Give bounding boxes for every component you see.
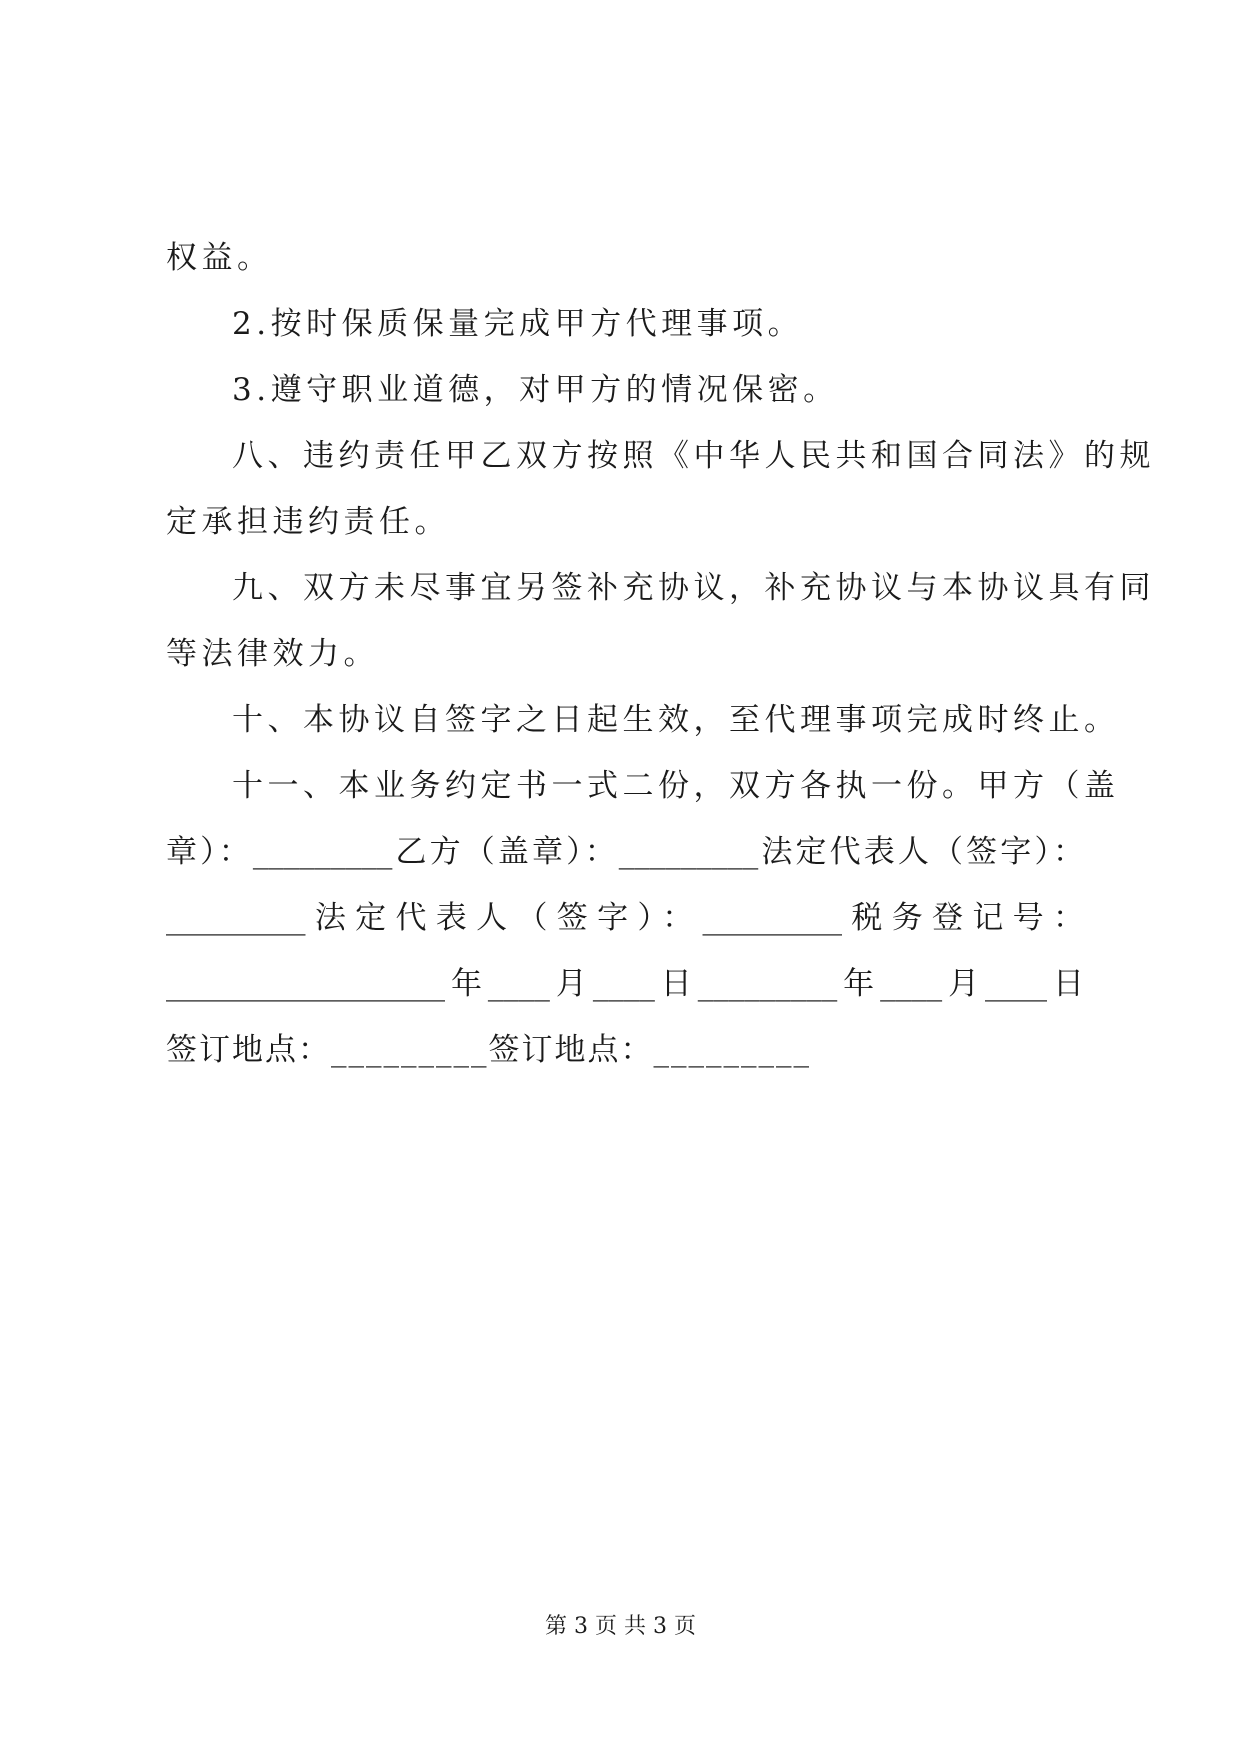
text-line-2: 2.按时保质保量完成甲方代理事项。 xyxy=(232,306,804,342)
text-line-11: _________法定代表人（签字）：_________税务登记号： xyxy=(166,900,1084,936)
text-line-12: __________________年____月____日_________年____月____日 xyxy=(166,966,1084,1002)
text-line-5: 定承担违约责任。 xyxy=(166,504,450,540)
text-line-7: 等法律效力。 xyxy=(166,636,379,672)
text-line-3: 3.遵守职业道德，对甲方的情况保密。 xyxy=(232,372,839,408)
text-line-4: 八、违约责任甲乙双方按照《中华人民共和国合同法》的规 xyxy=(232,438,1155,474)
text-line-10: 章）：_________乙方（盖章）：_________法定代表人（签字）： xyxy=(166,834,1084,870)
text-line-1: 权益。 xyxy=(166,240,273,276)
page-number-footer: 第 3 页 共 3 页 xyxy=(545,1614,696,1639)
text-line-13: 签订地点：_________签订地点：_________ xyxy=(166,1032,811,1068)
text-line-6: 九、双方未尽事宜另签补充协议，补充协议与本协议具有同 xyxy=(232,570,1155,606)
text-line-9: 十一、本业务约定书一式二份，双方各执一份。甲方（盖 xyxy=(232,768,1120,804)
text-line-8: 十、本协议自签字之日起生效，至代理事项完成时终止。 xyxy=(232,702,1120,738)
